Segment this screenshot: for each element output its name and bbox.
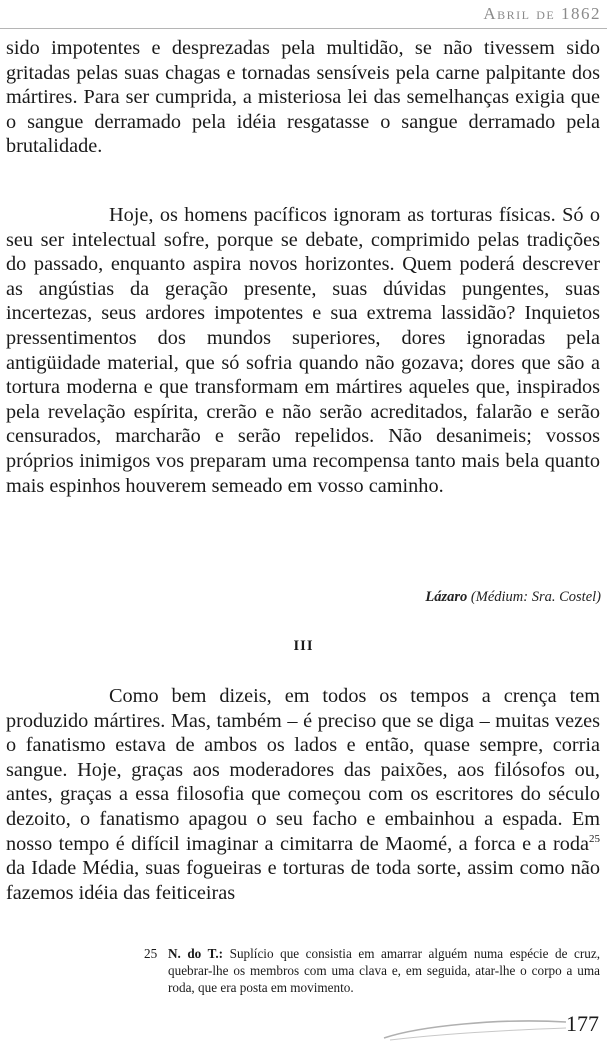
footnote-number: 25 [144, 946, 158, 961]
signature-name: Lázaro [425, 589, 468, 605]
header-rule [0, 28, 607, 29]
running-head-title: Abril de 1862 [483, 4, 601, 23]
paragraph-3-text-start: Como bem dizeis, em todos os tempos a crença tem produzido mártires. Mas, também – é preciso que se diga – muitas vezes o fanatismo estava de ambos os lados e então, quase sempre, corria sangue. Hoje, graças aos moderadores das paixões, aos filósofos ou, antes, graças a essa filosofia que começou com os escritores do século dezoito, o fanatismo apagou o seu facho e embainhou a espada. Em nosso tempo é difícil imaginar a cimitarra de Maomé, a forca e a roda [6, 685, 600, 855]
paragraph-3-text-end: da Idade Média, suas fogueiras e torturas de toda sorte, assim como não fazemos idéia das feiticeiras [6, 857, 600, 904]
paragraph-3 [6, 684, 600, 905]
footnote [144, 945, 600, 996]
signature-medium-note: (Médium: Sra. Costel) [470, 589, 601, 605]
paragraph-1: sido impotentes e desprezadas pela multidão, se não tivessem sido gritadas pelas suas chagas e tornadas sensíveis pela carne palpitante dos mártires. Para ser cumprida, a misteriosa lei das semelhanças exigia que o sangue derramado pela idéia resgatasse o sangue derramado pela brutalidade. [6, 37, 600, 158]
signature [425, 589, 601, 606]
paragraph-2: Hoje, os homens pacíficos ignoram as torturas físicas. Só o seu ser intelectual sofre, porque se debate, comprimido pelas tradições do passado, enquanto aspira novos horizontes. Quem poderá descrever as angústias da geração presente, suas dúvidas pungentes, suas incertezas, seus ardores impotentes e sua extrema lassidão? Inquietos pressentimentos dos mundos superiores, dores ignoradas pela antigüidade material, que só sofria quando não gozava; dores que são a tortura moderna e que transformam em mártires aqueles que, inspirados pela revelação espírita, crerão e não serão acreditados, falarão e serão censurados, marcharão e serão repelidos. Não desanimeis; vossos próprios inimigos vos preparam uma recompensa tanto mais bela quanto mais espinhos houverem semeado em vosso caminho. [6, 204, 600, 497]
page-number: 177 [566, 1011, 599, 1036]
footnote-text: Suplício que consistia em amarrar alguém numa espécie de cruz, quebrar-lhe os membros com uma clava e, em seguida, atar-lhe o corpo a uma roda, que era posta em movimento. [168, 946, 600, 995]
page-ornament-swoosh-icon [380, 1008, 570, 1044]
section-heading: III [293, 638, 314, 654]
footnote-reference[interactable]: 25 [589, 832, 600, 845]
footnote-label: N. do T.: [168, 946, 224, 961]
